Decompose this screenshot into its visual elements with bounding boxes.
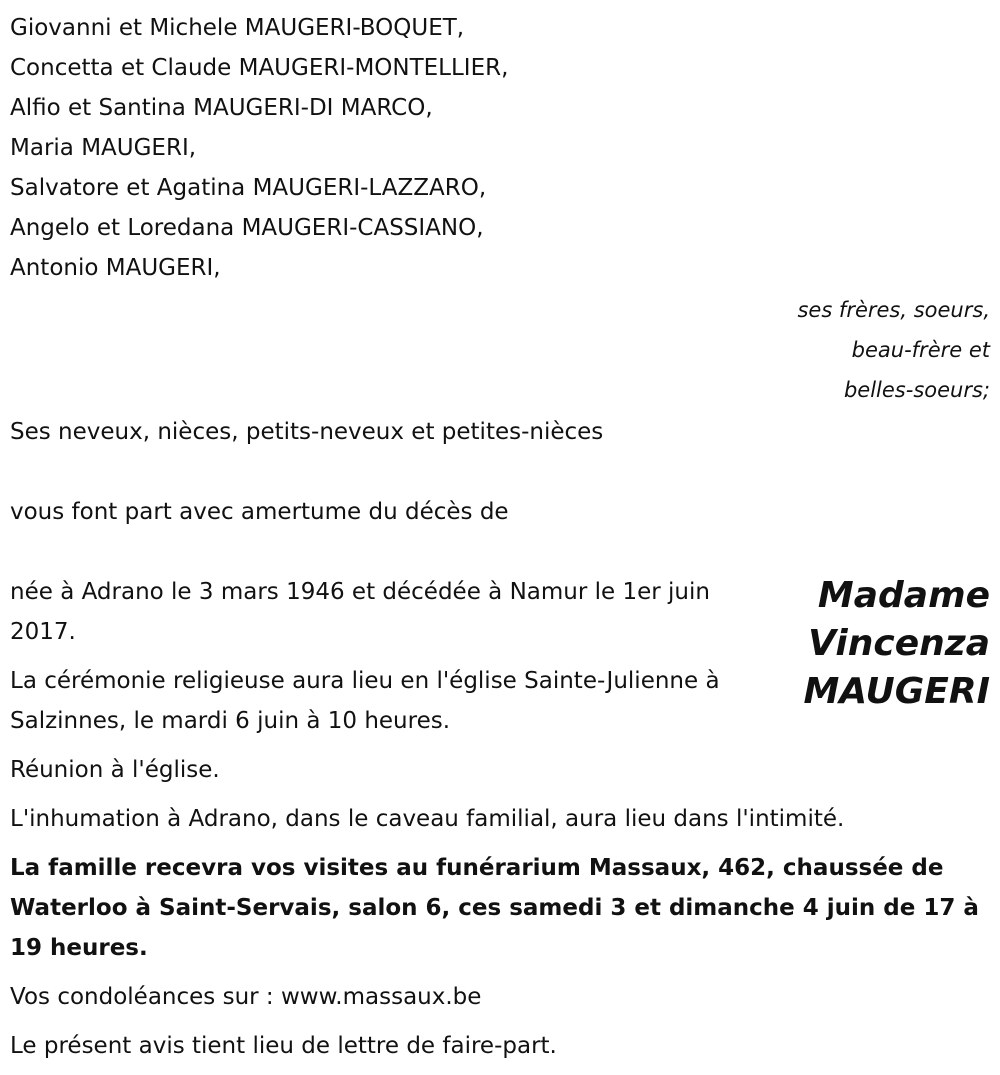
visits-text: La famille recevra vos visites au funérarium Massaux, 462, chaussée de Waterloo à Saint-Servais, salon 6, ces samedi 3 et dimanche 4 juin de 17 à 19 heures.: [10, 855, 979, 961]
family-name-line: Salvatore et Agatina MAUGERI-LAZZARO,: [10, 175, 487, 201]
family-name-line: Giovanni et Michele MAUGERI-BOQUET,: [10, 15, 465, 41]
obituary-notice: [10, 8, 990, 1075]
reunion-text: Réunion à l'église.: [10, 757, 220, 783]
relation-line: ses frères, soeurs,: [797, 298, 990, 322]
birth-death-text: née à Adrano le 3 mars 1946 et décédée à Namur le 1er juin 2017.: [10, 579, 710, 645]
deceased-last-name: MAUGERI: [803, 671, 990, 712]
announcement-line: vous font part avec amertume du décès de: [10, 499, 509, 525]
relation-line: belles-soeurs;: [843, 378, 990, 402]
deceased-title: Madame: [817, 575, 990, 616]
family-name-line: Angelo et Loredana MAUGERI-CASSIANO,: [10, 215, 484, 241]
family-name-line: Concetta et Claude MAUGERI-MONTELLIER,: [10, 55, 509, 81]
family-relation: [10, 290, 990, 410]
ceremony-text: La cérémonie religieuse aura lieu en l'église Sainte-Julienne à Salzinnes, le mardi 6 juin à 10 heures.: [10, 668, 720, 734]
condolences-text: Vos condoléances sur : www.massaux.be: [10, 984, 482, 1010]
family-names-list: [10, 8, 990, 288]
deceased-first-name: Vincenza: [808, 623, 990, 664]
relation-line: beau-frère et: [851, 338, 990, 362]
family-name-line: Alfio et Santina MAUGERI-DI MARCO,: [10, 95, 433, 121]
notice-text: Le présent avis tient lieu de lettre de faire-part.: [10, 1033, 557, 1059]
nephews-line: Ses neveux, nièces, petits-neveux et petites-nièces: [10, 419, 604, 445]
family-name-line: Antonio MAUGERI,: [10, 255, 221, 281]
family-name-line: Maria MAUGERI,: [10, 135, 197, 161]
deceased-name: [803, 572, 990, 716]
deceased-details: [10, 572, 730, 741]
deceased-block: [10, 572, 990, 741]
burial-text: L'inhumation à Adrano, dans le caveau familial, aura lieu dans l'intimité.: [10, 806, 845, 832]
